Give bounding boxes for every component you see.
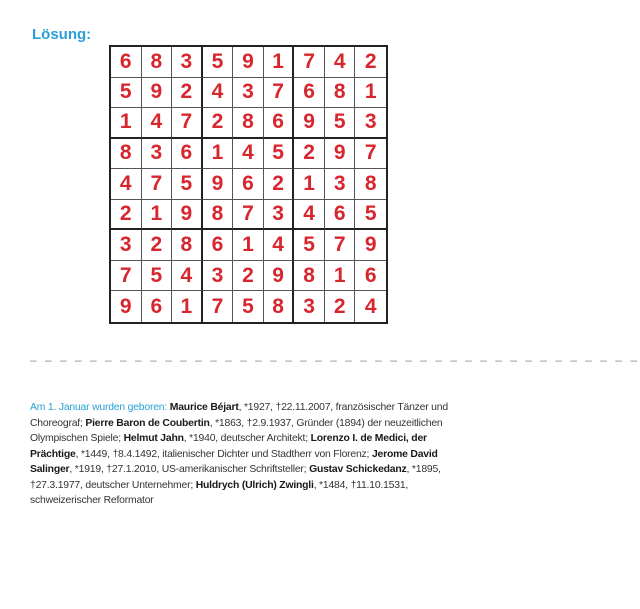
sudoku-cell: 3 xyxy=(325,169,356,200)
solution-heading: Lösung: xyxy=(32,26,92,43)
sudoku-cell: 4 xyxy=(172,261,203,292)
person-detail: , *1449, †8.4.1492, italienischer Dichter und Stadtherr von Florenz; xyxy=(75,448,372,460)
sudoku-cell: 3 xyxy=(294,291,325,322)
sudoku-cell: 2 xyxy=(233,261,264,292)
sudoku-cell: 9 xyxy=(203,169,234,200)
sudoku-cell: 3 xyxy=(172,47,203,78)
sudoku-cell: 5 xyxy=(264,139,295,170)
sudoku-cell: 6 xyxy=(325,200,356,231)
person-detail: , *1927, †22.11.2007, französischer Tänzer und Choreograf; xyxy=(30,402,448,429)
sudoku-cell: 1 xyxy=(355,78,386,109)
sudoku-cell: 6 xyxy=(172,139,203,170)
sudoku-cell: 5 xyxy=(325,108,356,139)
sudoku-cell: 2 xyxy=(294,139,325,170)
sudoku-cell: 1 xyxy=(294,169,325,200)
birthdays-lead: Am 1. Januar wurden geboren: xyxy=(30,402,168,413)
sudoku-cell: 8 xyxy=(203,200,234,231)
sudoku-cell: 8 xyxy=(325,78,356,109)
sudoku-cell: 3 xyxy=(264,200,295,231)
birthdays-paragraph xyxy=(30,400,470,509)
person-name: Lorenzo I. de Medici, der Prächtige xyxy=(30,433,427,460)
sudoku-cell: 3 xyxy=(355,108,386,139)
sudoku-cell: 6 xyxy=(142,291,173,322)
sudoku-cell: 2 xyxy=(172,78,203,109)
sudoku-cell: 2 xyxy=(325,291,356,322)
sudoku-cell: 7 xyxy=(264,78,295,109)
sudoku-cell: 3 xyxy=(111,230,142,261)
sudoku-cell: 9 xyxy=(172,200,203,231)
person-detail: , *1919, †27.1.2010, US-amerikanischer Schriftsteller; xyxy=(69,464,310,475)
sudoku-cell: 8 xyxy=(294,261,325,292)
person-name: Helmut Jahn xyxy=(123,433,184,444)
person-name: Jerome David Salinger xyxy=(30,448,438,475)
sudoku-cell: 3 xyxy=(203,261,234,292)
sudoku-cell: 8 xyxy=(142,47,173,78)
sudoku-cell: 5 xyxy=(355,200,386,231)
sudoku-cell: 9 xyxy=(111,291,142,322)
sudoku-cell: 5 xyxy=(203,47,234,78)
sudoku-cell: 8 xyxy=(111,139,142,170)
sudoku-cell: 1 xyxy=(264,47,295,78)
sudoku-cell: 6 xyxy=(264,108,295,139)
sudoku-cell: 2 xyxy=(203,108,234,139)
sudoku-cell: 6 xyxy=(294,78,325,109)
sudoku-cell: 7 xyxy=(111,261,142,292)
sudoku-cell: 1 xyxy=(111,108,142,139)
sudoku-cell: 2 xyxy=(142,230,173,261)
sudoku-cell: 3 xyxy=(233,78,264,109)
sudoku-cell: 4 xyxy=(264,230,295,261)
sudoku-solution-grid xyxy=(109,45,388,324)
sudoku-cell: 6 xyxy=(355,261,386,292)
person-name: Maurice Béjart xyxy=(169,402,239,413)
sudoku-cell: 7 xyxy=(142,169,173,200)
person-detail: , *1484, †11.10.1531, schweizerischer Reformator xyxy=(30,479,409,506)
sudoku-cell: 4 xyxy=(142,108,173,139)
sudoku-cell: 9 xyxy=(355,230,386,261)
sudoku-cell: 9 xyxy=(233,47,264,78)
sudoku-cell: 7 xyxy=(355,139,386,170)
sudoku-cell: 7 xyxy=(172,108,203,139)
separator-line: – – – – – – – – – – – – – – – – – – – – – – – – – – – – – – – – – – – – – – – – – xyxy=(30,353,640,367)
sudoku-cell: 2 xyxy=(355,47,386,78)
sudoku-cell: 6 xyxy=(111,47,142,78)
sudoku-cell: 9 xyxy=(264,261,295,292)
sudoku-cell: 6 xyxy=(233,169,264,200)
sudoku-cell: 4 xyxy=(364,294,377,318)
sudoku-cell: 4 xyxy=(233,139,264,170)
sudoku-cell: 9 xyxy=(294,108,325,139)
sudoku-cell: 5 xyxy=(111,78,142,109)
sudoku-cell: 4 xyxy=(294,200,325,231)
person-detail: , *1863, †2.9.1937, Gründer (1894) der neuzeitlichen Olympischen Spiele; xyxy=(30,417,443,444)
person-name: Pierre Baron de Coubertin xyxy=(85,417,210,429)
sudoku-cell: 4 xyxy=(325,47,356,78)
sudoku-cell: 5 xyxy=(233,291,264,322)
sudoku-cell: 9 xyxy=(142,78,173,109)
sudoku-cell: 8 xyxy=(233,108,264,139)
sudoku-cell: 6 xyxy=(203,230,234,261)
sudoku-cell: 7 xyxy=(325,230,356,261)
sudoku-cell: 7 xyxy=(203,291,234,322)
sudoku-cell: 9 xyxy=(325,139,356,170)
sudoku-cell: 1 xyxy=(142,200,173,231)
sudoku-cell: 5 xyxy=(172,169,203,200)
person-detail: , *1895, †27.3.1977, deutscher Unternehmer; xyxy=(30,464,441,491)
sudoku-cell: 4 xyxy=(111,169,142,200)
person-detail: , *1940, deutscher Architekt; xyxy=(183,433,311,444)
sudoku-cell: 7 xyxy=(294,47,325,78)
sudoku-cell: 5 xyxy=(294,230,325,261)
sudoku-cell: 8 xyxy=(172,230,203,261)
sudoku-cell: 7 xyxy=(233,200,264,231)
sudoku-cell: 1 xyxy=(325,261,356,292)
sudoku-cell: 3 xyxy=(142,139,173,170)
person-name: Gustav Schickedanz xyxy=(309,464,407,475)
sudoku-cell: 2 xyxy=(264,169,295,200)
sudoku-cell: 8 xyxy=(264,291,295,322)
person-name: Huldrych (Ulrich) Zwingli xyxy=(195,479,314,491)
sudoku-cell: 5 xyxy=(142,261,173,292)
sudoku-cell: 1 xyxy=(203,139,234,170)
sudoku-cell: 1 xyxy=(233,230,264,261)
sudoku-cell: 2 xyxy=(111,200,142,231)
sudoku-cell: 1 xyxy=(172,291,203,322)
sudoku-cell: 4 xyxy=(203,78,234,109)
sudoku-cell: 8 xyxy=(355,169,386,200)
